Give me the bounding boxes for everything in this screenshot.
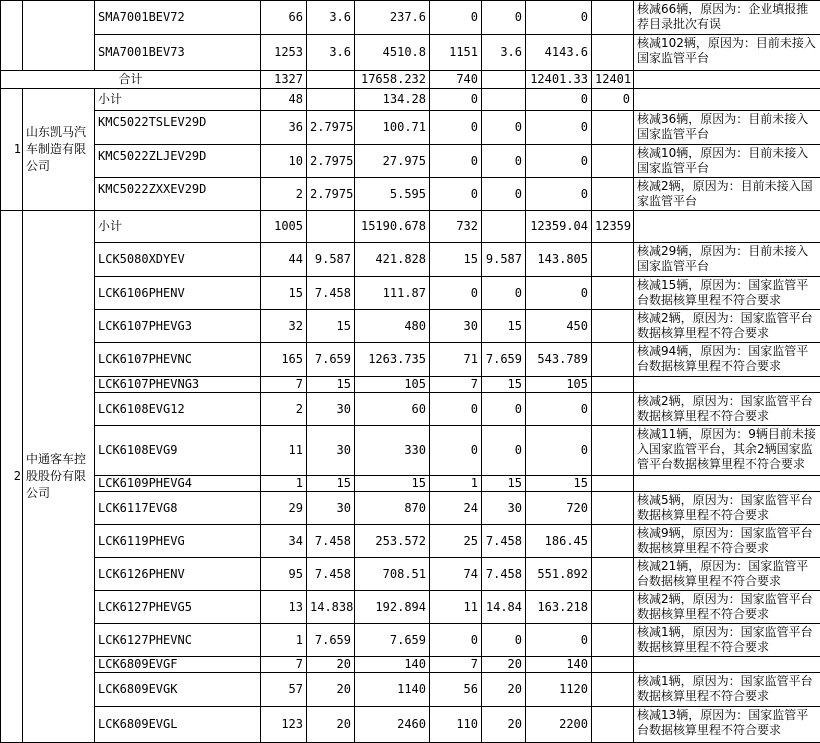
company-cell <box>23 1 95 71</box>
unit-amount-cell: 7.458 <box>307 525 355 558</box>
approved-quantity-cell: 30 <box>430 310 482 343</box>
approved-amount-cell: 0 <box>526 89 592 111</box>
rounded-amount-cell <box>592 277 634 310</box>
approved-unit-amount-cell: 7.659 <box>482 343 526 377</box>
reason-cell: 核减1辆，原因为：国家监管平台数据核算里程不符合要求 <box>634 673 820 707</box>
approved-unit-amount-cell: 0 <box>482 393 526 426</box>
reason-cell <box>634 89 820 111</box>
unit-amount-cell: 7.659 <box>307 624 355 657</box>
unit-amount-cell: 7.659 <box>307 343 355 377</box>
reason-cell: 核减94辆，原因为：国家监管平台数据核算里程不符合要求 <box>634 343 820 377</box>
unit-amount-cell: 20 <box>307 673 355 707</box>
rounded-amount-cell <box>592 492 634 525</box>
quantity-cell: 1 <box>261 476 307 492</box>
approved-unit-amount-cell: 0 <box>482 111 526 145</box>
approved-amount-cell: 143.805 <box>526 243 592 277</box>
approved-quantity-cell: 732 <box>430 211 482 243</box>
approved-unit-amount-cell: 15 <box>482 377 526 393</box>
approved-unit-amount-cell: 0 <box>482 1 526 35</box>
amount-cell: 2460 <box>355 707 430 743</box>
approved-quantity-cell: 7 <box>430 377 482 393</box>
amount-cell: 27.975 <box>355 145 430 178</box>
amount-cell: 708.51 <box>355 558 430 591</box>
approved-unit-amount-cell: 7.458 <box>482 558 526 591</box>
approved-quantity-cell: 0 <box>430 277 482 310</box>
approved-quantity-cell: 110 <box>430 707 482 743</box>
unit-amount-cell: 30 <box>307 393 355 426</box>
approved-unit-amount-cell: 14.84 <box>482 591 526 624</box>
table-row <box>1 35 820 71</box>
table-row <box>1 426 820 476</box>
amount-cell: 253.572 <box>355 525 430 558</box>
unit-amount-cell: 2.7975 <box>307 111 355 145</box>
table-row <box>1 145 820 178</box>
approved-amount-cell: 4143.6 <box>526 35 592 71</box>
model-cell: LCK6109PHEVG4 <box>95 476 261 492</box>
company-name: 山东凯马汽车制造有限公司 <box>23 89 95 211</box>
approved-amount-cell: 0 <box>526 393 592 426</box>
approved-quantity-cell: 56 <box>430 673 482 707</box>
rounded-amount-cell <box>592 476 634 492</box>
amount-cell: 7.659 <box>355 624 430 657</box>
total-label: 合计 <box>1 71 261 89</box>
amount-cell: 60 <box>355 393 430 426</box>
rounded-amount-cell <box>592 707 634 743</box>
model-cell: 小计 <box>95 211 261 243</box>
model-cell: LCK6119PHEVG <box>95 525 261 558</box>
unit-amount-cell: 2.7975 <box>307 145 355 178</box>
rounded-amount-cell <box>592 178 634 211</box>
reason-cell: 核减11辆，原因为：9辆目前未接入国家监管平台，其余2辆国家监管平台数据核算里程不符合要求 <box>634 426 820 476</box>
quantity-cell: 1005 <box>261 211 307 243</box>
unit-amount-cell <box>307 89 355 111</box>
quantity-cell: 29 <box>261 492 307 525</box>
table-row <box>1 707 820 743</box>
reason-cell: 核减2辆，原因为：国家监管平台数据核算里程不符合要求 <box>634 310 820 343</box>
table-row <box>1 243 820 277</box>
unit-amount-cell: 14.838 <box>307 591 355 624</box>
approved-amount-cell: 2200 <box>526 707 592 743</box>
company-name: 中通客车控股股份有限公司 <box>23 211 95 743</box>
table-row <box>1 393 820 426</box>
approved-quantity-cell: 11 <box>430 591 482 624</box>
table-row <box>1 673 820 707</box>
approved-quantity-cell: 71 <box>430 343 482 377</box>
model-cell: SMA7001BEV73 <box>95 35 261 71</box>
rounded-amount-cell <box>592 426 634 476</box>
approved-amount-cell: 15 <box>526 476 592 492</box>
table-row <box>1 558 820 591</box>
approved-amount-cell: 0 <box>526 624 592 657</box>
approved-unit-amount-cell: 7.458 <box>482 525 526 558</box>
unit-amount-cell: 20 <box>307 657 355 673</box>
rounded-amount-cell <box>592 624 634 657</box>
table-row <box>1 277 820 310</box>
model-cell: LCK6809EVGF <box>95 657 261 673</box>
unit-amount-cell: 20 <box>307 707 355 743</box>
approved-quantity-cell: 0 <box>430 624 482 657</box>
model-cell: LCK6108EVG12 <box>95 393 261 426</box>
amount-cell: 5.595 <box>355 178 430 211</box>
approved-amount-cell: 450 <box>526 310 592 343</box>
table-row <box>1 476 820 492</box>
rounded-amount-cell <box>592 673 634 707</box>
approved-unit-amount-cell: 0 <box>482 178 526 211</box>
rounded-amount-cell <box>592 1 634 35</box>
rounded-amount-cell: 12359 <box>592 211 634 243</box>
approved-amount-cell: 186.45 <box>526 525 592 558</box>
rounded-amount-cell <box>592 243 634 277</box>
total-reason-cell <box>634 71 820 89</box>
reason-cell: 核减102辆，原因为：目前未接入国家监管平台 <box>634 35 820 71</box>
approved-quantity-cell: 0 <box>430 145 482 178</box>
rounded-amount-cell <box>592 145 634 178</box>
quantity-cell: 66 <box>261 1 307 35</box>
reason-cell <box>634 211 820 243</box>
unit-amount-cell: 30 <box>307 426 355 476</box>
table-row <box>1 657 820 673</box>
rounded-amount-cell <box>592 558 634 591</box>
rounded-amount-cell <box>592 35 634 71</box>
amount-cell: 15 <box>355 476 430 492</box>
approved-quantity-cell: 0 <box>430 1 482 35</box>
approved-amount-cell: 0 <box>526 145 592 178</box>
table-body <box>1 1 820 743</box>
approved-amount-cell: 12359.04 <box>526 211 592 243</box>
approved-unit-amount-cell: 30 <box>482 492 526 525</box>
rounded-amount-cell <box>592 657 634 673</box>
quantity-cell: 34 <box>261 525 307 558</box>
unit-amount-cell: 15 <box>307 377 355 393</box>
reason-cell: 核减1辆，原因为：国家监管平台数据核算里程不符合要求 <box>634 624 820 657</box>
reason-cell: 核减9辆，原因为：国家监管平台数据核算里程不符合要求 <box>634 525 820 558</box>
reason-cell: 核减5辆，原因为：国家监管平台数据核算里程不符合要求 <box>634 492 820 525</box>
table-row <box>1 1 820 35</box>
model-cell: KMC5022TSLEV29D <box>95 111 261 145</box>
approved-quantity-cell: 0 <box>430 426 482 476</box>
model-cell: LCK5080XDYEV <box>95 243 261 277</box>
reason-cell: 核减2辆，原因为：国家监管平台数据核算里程不符合要求 <box>634 591 820 624</box>
model-cell: LCK6809EVGL <box>95 707 261 743</box>
total-approved-quantity-cell: 740 <box>430 71 482 89</box>
approved-quantity-cell: 0 <box>430 89 482 111</box>
amount-cell: 15190.678 <box>355 211 430 243</box>
quantity-cell: 2 <box>261 178 307 211</box>
approved-unit-amount-cell: 15 <box>482 476 526 492</box>
reason-cell: 核减36辆，原因为：目前未接入国家监管平台 <box>634 111 820 145</box>
quantity-cell: 48 <box>261 89 307 111</box>
amount-cell: 192.894 <box>355 591 430 624</box>
approved-amount-cell: 105 <box>526 377 592 393</box>
quantity-cell: 57 <box>261 673 307 707</box>
rounded-amount-cell <box>592 591 634 624</box>
approved-amount-cell: 163.218 <box>526 591 592 624</box>
approved-unit-amount-cell: 20 <box>482 657 526 673</box>
unit-amount-cell <box>307 211 355 243</box>
quantity-cell: 15 <box>261 277 307 310</box>
unit-amount-cell: 2.7975 <box>307 178 355 211</box>
unit-amount-cell: 3.6 <box>307 1 355 35</box>
reason-cell: 核减29辆，原因为：目前未接入国家监管平台 <box>634 243 820 277</box>
amount-cell: 1140 <box>355 673 430 707</box>
table-row <box>1 525 820 558</box>
model-cell: LCK6107PHEVNG3 <box>95 377 261 393</box>
model-cell: LCK6127PHEVNC <box>95 624 261 657</box>
reason-cell: 核减13辆，原因为：国家监管平台数据核算里程不符合要求 <box>634 707 820 743</box>
unit-amount-cell: 7.458 <box>307 558 355 591</box>
rounded-amount-cell: 0 <box>592 89 634 111</box>
approved-unit-amount-cell: 3.6 <box>482 35 526 71</box>
reason-cell <box>634 476 820 492</box>
amount-cell: 4510.8 <box>355 35 430 71</box>
approved-unit-amount-cell: 0 <box>482 426 526 476</box>
approved-amount-cell: 551.892 <box>526 558 592 591</box>
quantity-cell: 44 <box>261 243 307 277</box>
table-row <box>1 111 820 145</box>
table-row <box>1 343 820 377</box>
amount-cell: 237.6 <box>355 1 430 35</box>
approved-quantity-cell: 0 <box>430 393 482 426</box>
rounded-amount-cell <box>592 377 634 393</box>
total-rounded-amount-cell: 12401 <box>592 71 634 89</box>
subtotal-row <box>1 211 820 243</box>
approved-unit-amount-cell <box>482 89 526 111</box>
approved-amount-cell: 0 <box>526 426 592 476</box>
reason-cell <box>634 657 820 673</box>
approved-amount-cell: 0 <box>526 178 592 211</box>
model-cell: KMC5022ZXXEV29D <box>95 178 261 211</box>
quantity-cell: 36 <box>261 111 307 145</box>
unit-amount-cell: 7.458 <box>307 277 355 310</box>
table-row <box>1 178 820 211</box>
approved-amount-cell: 140 <box>526 657 592 673</box>
model-cell: LCK6108EVG9 <box>95 426 261 476</box>
table-row <box>1 492 820 525</box>
model-cell: LCK6107PHEVNC <box>95 343 261 377</box>
approved-unit-amount-cell: 0 <box>482 145 526 178</box>
quantity-cell: 1 <box>261 624 307 657</box>
approved-amount-cell: 0 <box>526 111 592 145</box>
table-row <box>1 310 820 343</box>
unit-amount-cell: 3.6 <box>307 35 355 71</box>
rounded-amount-cell <box>592 111 634 145</box>
table-row <box>1 377 820 393</box>
rounded-amount-cell <box>592 525 634 558</box>
amount-cell: 105 <box>355 377 430 393</box>
rounded-amount-cell <box>592 310 634 343</box>
total-amount-cell: 17658.232 <box>355 71 430 89</box>
company-index: 2 <box>1 211 23 743</box>
company-index: 1 <box>1 89 23 211</box>
amount-cell: 140 <box>355 657 430 673</box>
subtotal-row <box>1 89 820 111</box>
quantity-cell: 7 <box>261 657 307 673</box>
approved-quantity-cell: 25 <box>430 525 482 558</box>
total-approved-unit-cell <box>482 71 526 89</box>
index-cell <box>1 1 23 71</box>
approved-amount-cell: 1120 <box>526 673 592 707</box>
unit-amount-cell: 15 <box>307 476 355 492</box>
approved-unit-amount-cell: 9.587 <box>482 243 526 277</box>
approved-unit-amount-cell: 20 <box>482 673 526 707</box>
rounded-amount-cell <box>592 343 634 377</box>
approved-quantity-cell: 7 <box>430 657 482 673</box>
amount-cell: 870 <box>355 492 430 525</box>
model-cell: LCK6127PHEVG5 <box>95 591 261 624</box>
model-cell: LCK6117EVG8 <box>95 492 261 525</box>
model-cell: KMC5022ZLJEV29D <box>95 145 261 178</box>
approved-unit-amount-cell: 0 <box>482 277 526 310</box>
quantity-cell: 165 <box>261 343 307 377</box>
approved-quantity-cell: 1 <box>430 476 482 492</box>
table-row <box>1 591 820 624</box>
table-row <box>1 624 820 657</box>
amount-cell: 134.28 <box>355 89 430 111</box>
total-row <box>1 71 820 89</box>
reason-cell: 核减2辆，原因为：目前未接入国家监管平台 <box>634 178 820 211</box>
unit-amount-cell: 30 <box>307 492 355 525</box>
model-cell: LCK6107PHEVG3 <box>95 310 261 343</box>
reason-cell: 核减66辆，原因为：企业填报推荐目录批次有误 <box>634 1 820 35</box>
approved-quantity-cell: 15 <box>430 243 482 277</box>
model-cell: LCK6106PHENV <box>95 277 261 310</box>
amount-cell: 100.71 <box>355 111 430 145</box>
quantity-cell: 7 <box>261 377 307 393</box>
approved-amount-cell: 720 <box>526 492 592 525</box>
amount-cell: 421.828 <box>355 243 430 277</box>
reason-cell: 核减2辆，原因为：国家监管平台数据核算里程不符合要求 <box>634 393 820 426</box>
reason-cell <box>634 377 820 393</box>
unit-amount-cell: 15 <box>307 310 355 343</box>
quantity-cell: 1253 <box>261 35 307 71</box>
model-cell: 小计 <box>95 89 261 111</box>
approved-unit-amount-cell: 0 <box>482 624 526 657</box>
approved-amount-cell: 543.789 <box>526 343 592 377</box>
approved-quantity-cell: 74 <box>430 558 482 591</box>
amount-cell: 1263.735 <box>355 343 430 377</box>
total-unit-cell <box>307 71 355 89</box>
total-quantity-cell: 1327 <box>261 71 307 89</box>
unit-amount-cell: 9.587 <box>307 243 355 277</box>
approved-quantity-cell: 1151 <box>430 35 482 71</box>
quantity-cell: 2 <box>261 393 307 426</box>
reason-cell: 核减15辆，原因为：国家监管平台数据核算里程不符合要求 <box>634 277 820 310</box>
quantity-cell: 11 <box>261 426 307 476</box>
approved-unit-amount-cell: 20 <box>482 707 526 743</box>
model-cell: LCK6126PHENV <box>95 558 261 591</box>
quantity-cell: 123 <box>261 707 307 743</box>
amount-cell: 330 <box>355 426 430 476</box>
model-cell: SMA7001BEV72 <box>95 1 261 35</box>
reason-cell: 核减21辆，原因为：国家监管平台数据核算里程不符合要求 <box>634 558 820 591</box>
approved-amount-cell: 0 <box>526 277 592 310</box>
approved-unit-amount-cell <box>482 211 526 243</box>
reason-cell: 核减10辆，原因为：目前未接入国家监管平台 <box>634 145 820 178</box>
quantity-cell: 13 <box>261 591 307 624</box>
total-approved-amount-cell: 12401.33 <box>526 71 592 89</box>
model-cell: LCK6809EVGK <box>95 673 261 707</box>
quantity-cell: 32 <box>261 310 307 343</box>
amount-cell: 111.87 <box>355 277 430 310</box>
approved-unit-amount-cell: 15 <box>482 310 526 343</box>
quantity-cell: 10 <box>261 145 307 178</box>
approved-quantity-cell: 0 <box>430 178 482 211</box>
rounded-amount-cell <box>592 393 634 426</box>
amount-cell: 480 <box>355 310 430 343</box>
approved-quantity-cell: 0 <box>430 111 482 145</box>
quantity-cell: 95 <box>261 558 307 591</box>
approved-quantity-cell: 24 <box>430 492 482 525</box>
approved-amount-cell: 0 <box>526 1 592 35</box>
